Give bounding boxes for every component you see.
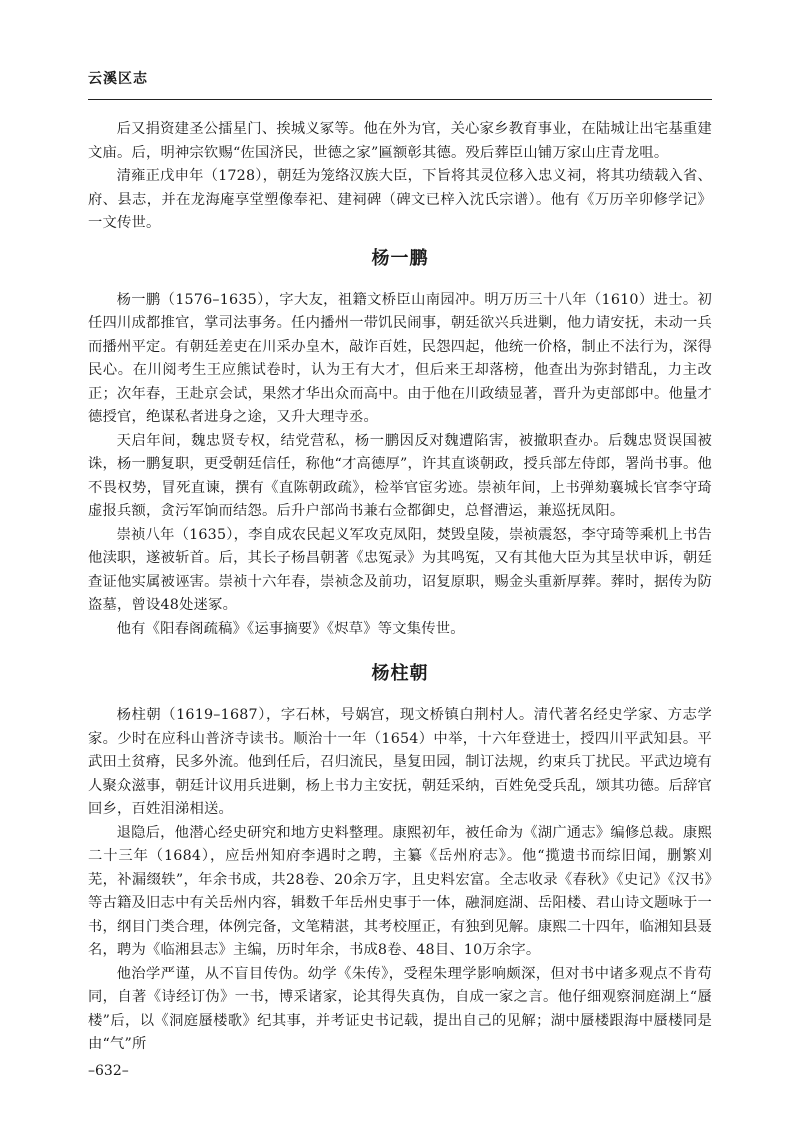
page-body	[88, 118, 712, 1057]
intro-paragraph-1: 后又捐资建圣公擂星门、挨城义冢等。他在外为官，关心家乡教育事业，在陆城让出宅基重建文庙。后，明神宗钦赐“佐国济民，世德之家”匾额彰其德。殁后葬臣山铺万家山庄青龙咀。	[88, 121, 712, 161]
running-header	[88, 68, 712, 88]
yang-zhuchao-paragraph-2: 退隐后，他潜心经史研究和地方史料整理。康熙初年，被任命为《湖广通志》编修总裁。康熙二十三年（1684），应岳州知府李遇时之聘，主纂《岳州府志》。他“揽遗书而综旧闻，删繁刈芜，补漏缀轶”，年余书成，共28卷、20余万字，且史料宏富。全志收录《春秋》《史记》《汉书》等古籍及旧志中有关岳州内容，辑数千年岳州史事于一体，融洞庭湖、岳阳楼、君山诗文题咏于一书，纲目门类合理，体例完备，文笔精湛，其考校厘正，有独到见解。康熙二十四年，临湘知县聂名，聘为《临湘县志》主编，历时年余，书成8卷、48目、10万余字。	[88, 824, 712, 958]
page-number: –632–	[88, 1063, 129, 1079]
yang-zhuchao-paragraph-1: 杨柱朝（1619–1687），字石林，号娲宫，现文桥镇白荆村人。清代著名经史学家、方志学家。少时在应科山普济寺读书。顺治十一年（1654）中举，十六年登进士，授四川平武知县。平武田土贫瘠，民多外流。他到任后，召归流民，垦复田园，制订法规，约束兵丁扰民。平武边境有人聚众滋事，朝廷计议用兵进剿，杨上书力主安抚，朝廷采纳，百姓免受兵乱，颂其功德。后辞官回乡，百姓泪涕相送。	[88, 707, 712, 817]
yang-yipeng-paragraph-1: 杨一鹏（1576–1635），字大友，祖籍文桥臣山南园冲。明万历三十八年（1610）进士。初任四川成都推官，掌司法事务。任内播州一带饥民闹事，朝廷欲兴兵进剿，他力请安抚，未动一兵而播州平定。有朝廷差吏在川采办皇木，敲诈百姓，民怨四起，他统一价格，制止不法行为，深得民心。在川阅考生王应熊试卷时，认为王有大才，但后来王却落榜，他查出为弥封错乱，力主改正；次年春，王赴京会试，果然才华出众而高中。由于他在川政绩显著，晋升为吏部郎中。他量才德授官，绝谋私者进身之途，又升大理寺丞。	[88, 291, 712, 425]
yang-yipeng-paragraph-3: 崇祯八年（1635），李自成农民起义军攻克凤阳，焚毁皇陵，崇祯震怒，李守琦等乘机上书告他渎职，遂被斩首。后，其长子杨昌朝著《忠冤录》为其鸣冤，又有其他大臣为其呈状申诉，朝廷查证他实属被诬害。崇祯十六年春，崇祯念及前功，诏复原职，赐金头重新厚葬。葬时，据传为防盗墓，曾设48处迷冢。	[88, 526, 713, 613]
yang-yipeng-paragraph-2: 天启年间，魏忠贤专权，结党营私，杨一鹏因反对魏遭陷害，被撤职查办。后魏忠贤误国被诛，杨一鹏复职，更受朝廷信任，称他“才高德厚”，许其直谈朝政，授兵部左侍郎，署尚书事。他不畏权势，冒死直谏，撰有《直陈朝政疏》，检举官宦劣迹。崇祯年间，上书弹劾襄城长官李守琦虚报兵额，贪污军饷而结怨。后升户部尚书兼右佥都御史，总督漕运，兼巡抚凤阳。	[88, 432, 712, 519]
header-rule	[88, 99, 712, 100]
book-title: 云溪区志	[88, 71, 148, 87]
section-heading-yang-zhuchao: 杨柱朝	[371, 663, 429, 684]
yang-yipeng-paragraph-4: 他有《阳春阁疏稿》《运事摘要》《烬草》等文集传世。	[116, 620, 465, 637]
section-heading-yang-yipeng: 杨一鹏	[371, 247, 429, 269]
intro-paragraph-2: 清雍正戊申年（1728），朝廷为笼络汉族大臣，下旨将其灵位移入忠义祠，将其功绩载入省、府、县志，并在龙海庵享堂塑像奉祀、建祠碑（碑文已梓入沈氏宗谱）。他有《万历辛卯修学记》一文传世。	[88, 168, 713, 231]
yang-zhuchao-paragraph-3: 他治学严谨，从不盲目传伪。幼学《朱传》，受程朱理学影响颇深，但对书中诸多观点不肯苟同，自著《诗经订伪》一书，博采诸家，论其得失真伪，自成一家之言。他仔细观察洞庭湖上“蜃楼”后，以《洞庭蜃楼歌》纪其事，并考证史书记载，提出自己的见解；湖中蜃楼跟海中蜃楼同是由“气”所	[88, 965, 712, 1052]
